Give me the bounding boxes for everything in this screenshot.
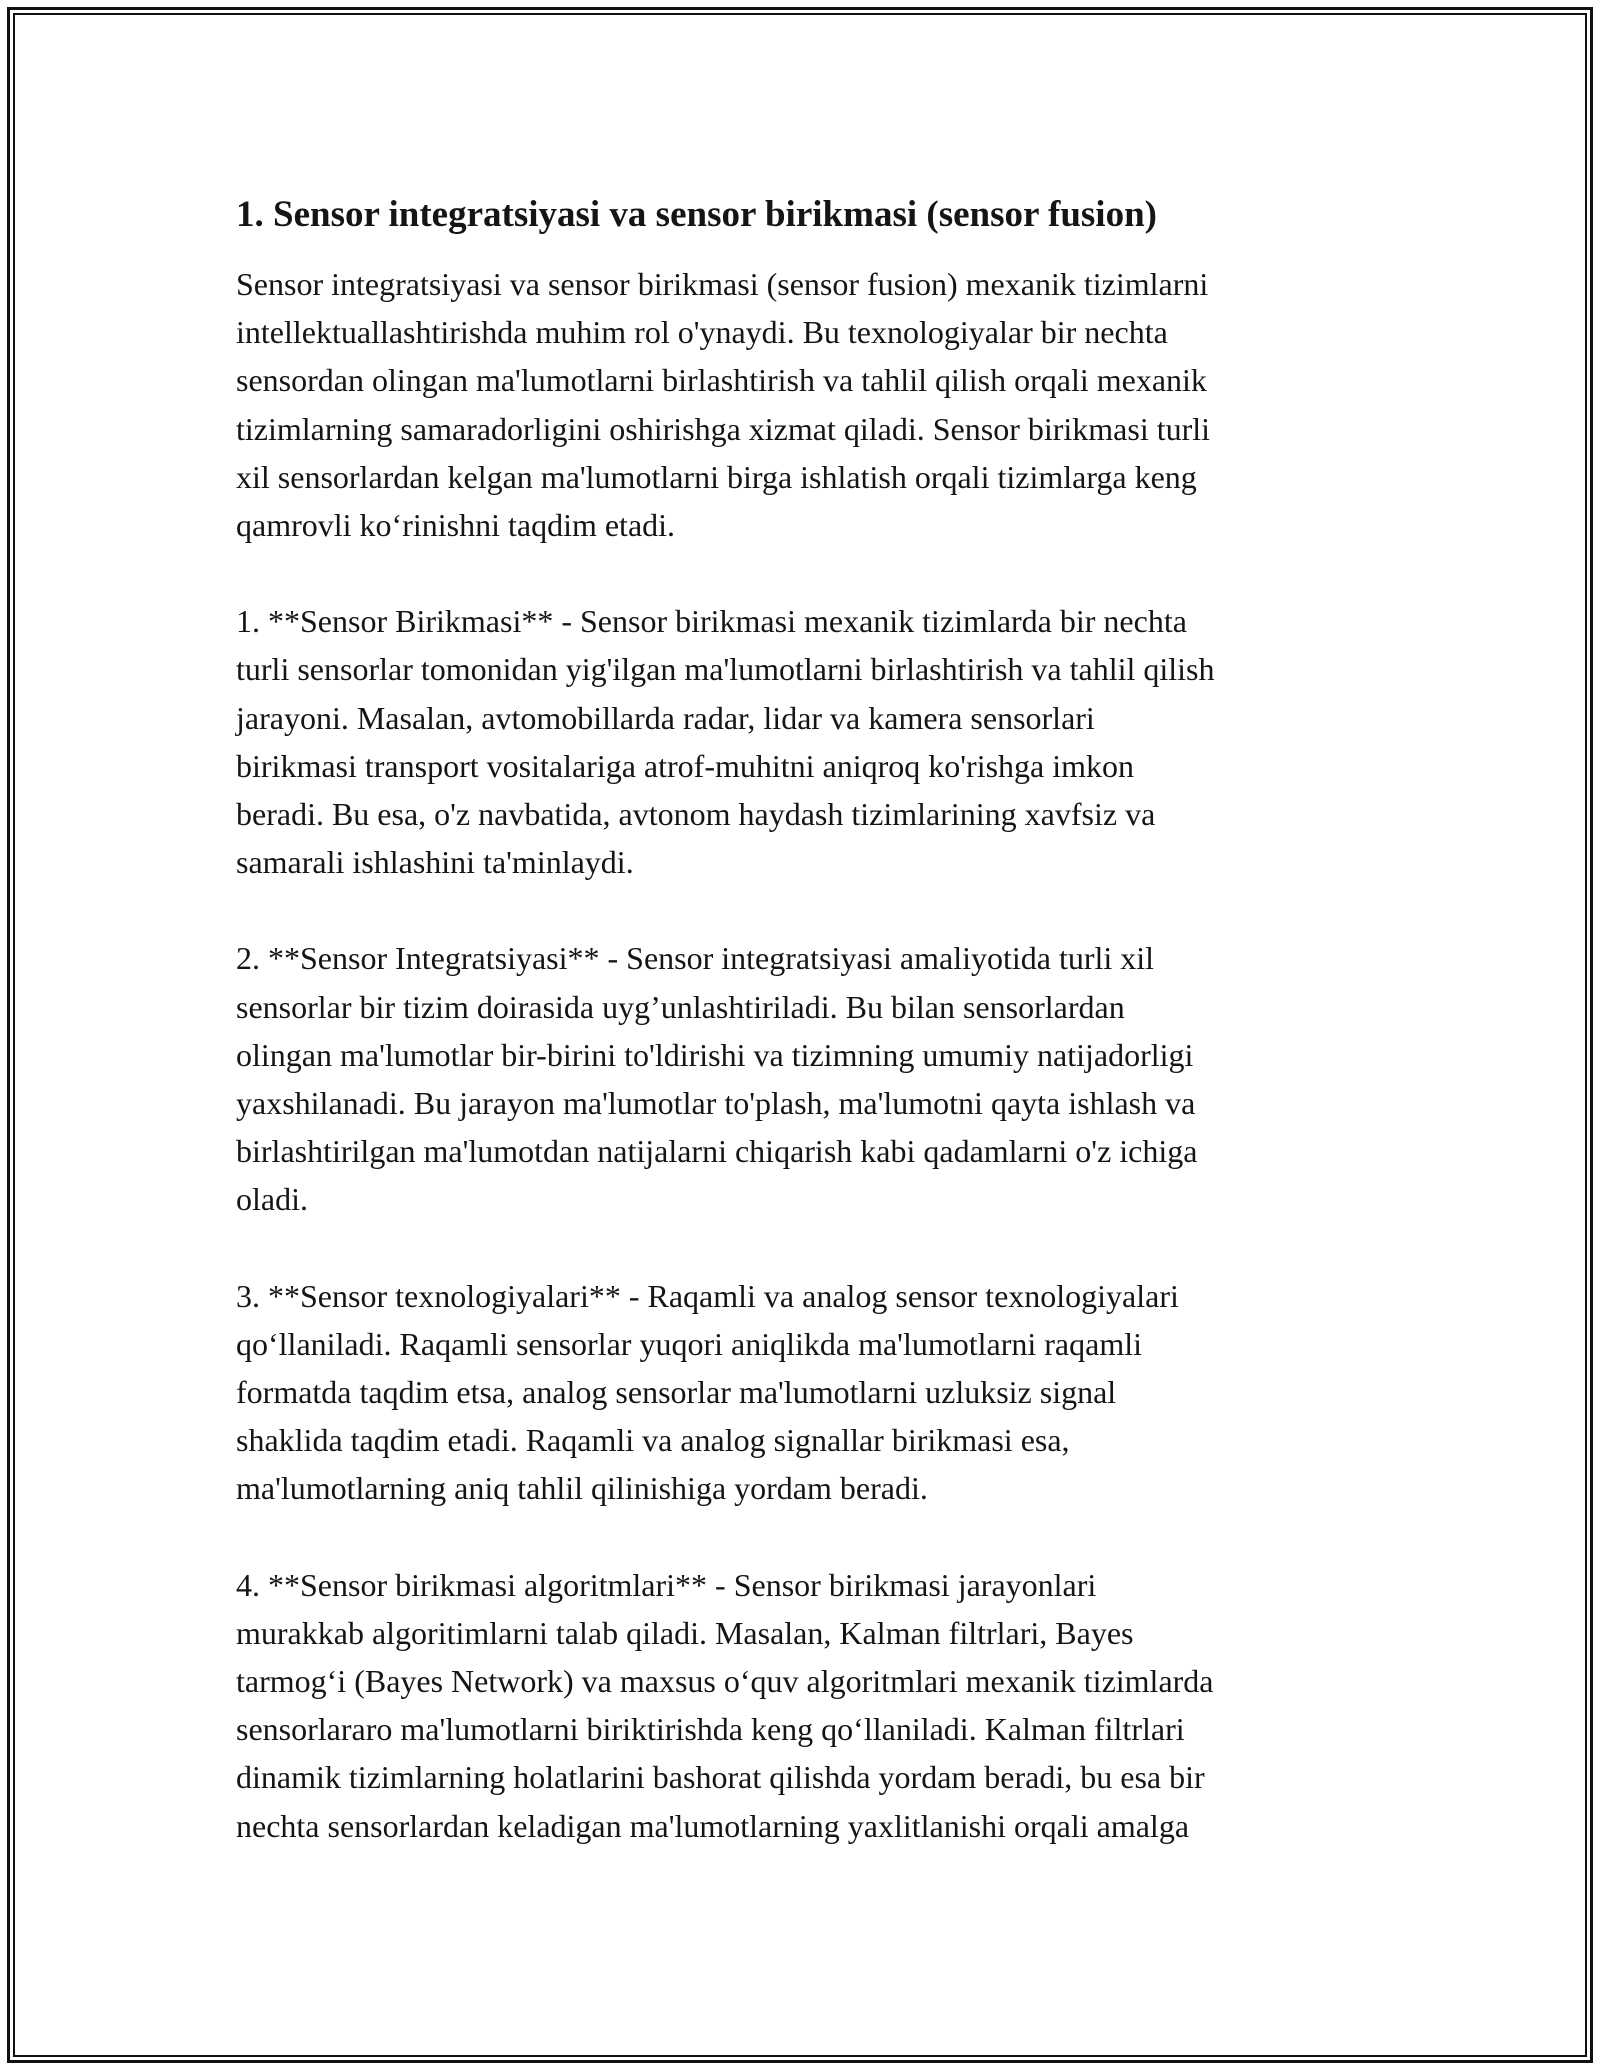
paragraph-sensor-texnologiyalari: 3. **Sensor texnologiyalari** - Raqamli va analog sensor texnologiyalari qo‘llaniladi. Raqamli sensorlar yuqori aniqlikda ma'lumotlarni raqamli formatda taqdim etsa, analog sensorlar ma'lumotlarni uzluksiz signal shaklida taqdim etadi. Raqamli va analog signallar birikmasi esa, ma'lumotlarning aniq tahlil qilinishiga yordam beradi. <box>236 1277 1179 1507</box>
paragraph-sensor-integratsiyasi: 2. **Sensor Integratsiyasi** - Sensor integratsiyasi amaliyotida turli xil sensorlar bir tizim doirasida uyg’unlashtiriladi. Bu bilan sensorlardan olingan ma'lumotlar bir-birini to'ldirishi va tizimning umumiy natijadorligi yaxshilanadi. Bu jarayon ma'lumotlar to'plash, ma'lumotni qayta ishlash va birlashtirilgan ma'lumotdan natijalarni chiqarish kabi qadamlarni o'z ichiga oladi. <box>236 940 1198 1218</box>
paragraph-sensor-algoritmlari: 4. **Sensor birikmasi algoritmlari** - Sensor birikmasi jarayonlari murakkab algoritimlarni talab qiladi. Masalan, Kalman filtrlari, Bayes tarmog‘i (Bayes Network) va maxsus o‘quv algoritmlari mexanik tizimlarda sensorlararo ma'lumotlarni biriktirishda keng qo‘llaniladi. Kalman filtrlari dinamik tizimlarning holatlarini bashorat qilishda yordam beradi, bu esa bir nechta sensorlardan keladigan ma'lumotlarning yaxlitlanishi orqali amalga <box>236 1566 1214 1844</box>
document-body <box>236 190 1376 1898</box>
paragraph-sensor-birikmasi: 1. **Sensor Birikmasi** - Sensor birikmasi mexanik tizimlarda bir nechta turli sensorlar tomonidan yig'ilgan ma'lumotlarni birlashtirish va tahlil qilish jarayoni. Masalan, avtomobillarda radar, lidar va kamera sensorlari birikmasi transport vositalariga atrof-muhitni aniqroq ko'rishga imkon beradi. Bu esa, o'z navbatida, avtonom haydash tizimlarining xavfsiz va samarali ishlashini ta'minlaydi. <box>236 603 1215 881</box>
section-heading: 1. Sensor integratsiyasi va sensor birikmasi (sensor fusion) <box>236 194 1157 235</box>
intro-paragraph: Sensor integratsiyasi va sensor birikmasi (sensor fusion) mexanik tizimlarni intellektuallashtirishda muhim rol o'ynaydi. Bu texnologiyalar bir nechta sensordan olingan ma'lumotlarni birlashtirish va tahlil qilish orqali mexanik tizimlarning samaradorligini oshirishga xizmat qiladi. Sensor birikmasi turli xil sensorlardan kelgan ma'lumotlarni birga ishlatish orqali tizimlarga keng qamrovli ko‘rinishni taqdim etadi. <box>236 266 1211 544</box>
